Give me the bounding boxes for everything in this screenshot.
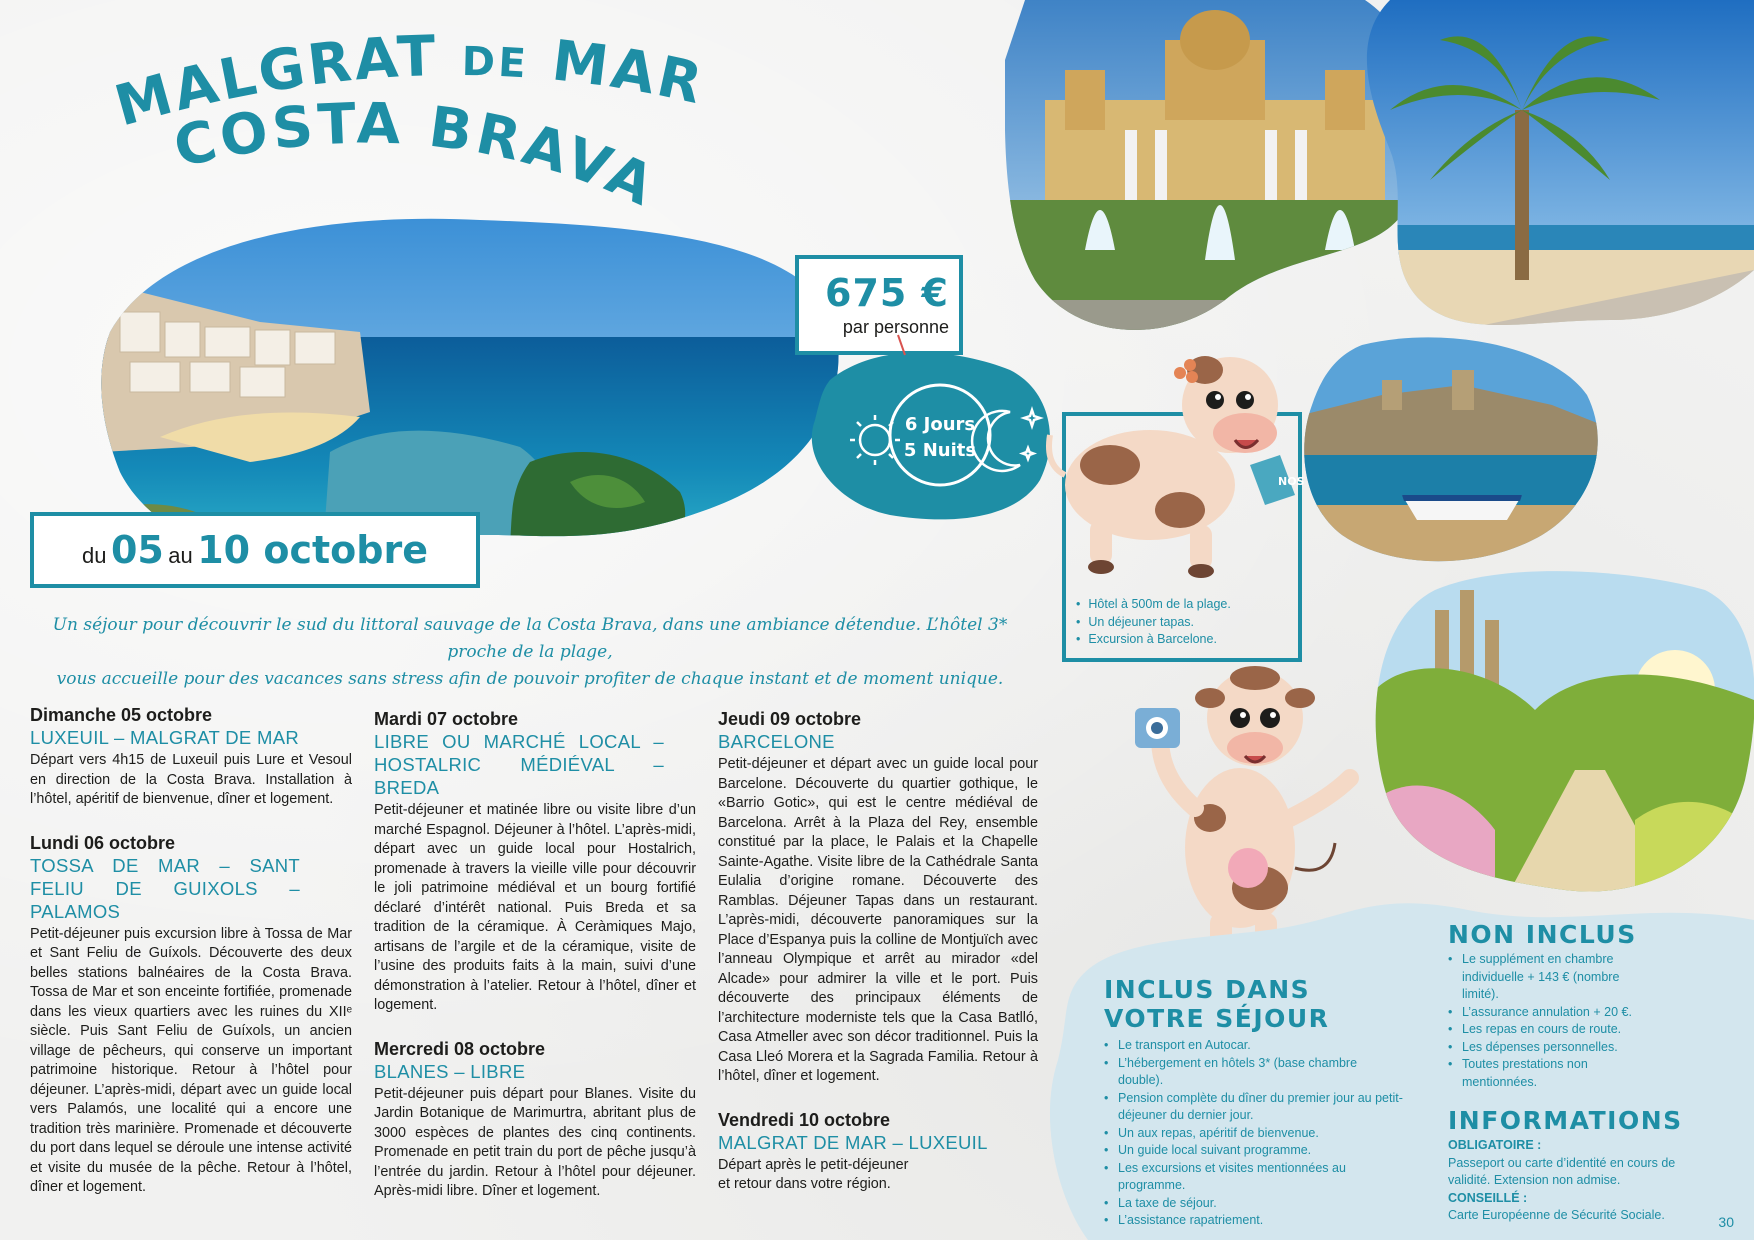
page-title (90, 20, 810, 230)
day-text: Petit-déjeuner et matinée libre ou visite libre d’un marché Espagnol. Déjeuner à l’hôtel. L’après-midi, départ avec un guide local pour Hostalrich, promenade à travers la vieille ville pour découvrir le joli patrimoine médiéval et un bourg fortifié déclaré d’intérêt national. Puis Breda et sa tradition de la céramique. À Ceràmiques Majo, artisans de l’argile et de la céramique, visite de l’usine des produits faits à la main, suivi d’une démonstration à l’atelier. Retour à l’hôtel, dîner et logement. (374, 802, 696, 1013)
inclus-section (1104, 975, 1424, 1230)
inclus-item: • Pension complète du dîner du premier jour au petit-déjeuner du dernier jour. (1104, 1090, 1404, 1125)
day-title: Mardi 07 octobre (374, 709, 519, 729)
non-inclus-item: • L’assurance annulation + 20 €. (1448, 1004, 1658, 1022)
day-title: Vendredi 10 octobre (718, 1109, 891, 1130)
day-title: Jeudi 09 octobre (718, 709, 862, 729)
duration-badge (810, 340, 1060, 530)
obligatoire-label: OBLIGATOIRE : (1448, 1138, 1542, 1152)
date-start: 05 (110, 528, 164, 572)
day-route: TOSSA DE MAR – SANT FELIU DE GUIXOLS – PALAMOS (30, 854, 300, 922)
inclus-item: • Un guide local suivant programme. (1104, 1142, 1404, 1160)
inclus-item: • Les excursions et visites mentionnées au programme. (1104, 1160, 1404, 1195)
day-route: LIBRE OU MARCHÉ LOCAL – HOSTALRIC MÉDIÉVAL – BREDA (374, 731, 664, 798)
intro-line-2: vous accueille pour des vacances sans stress afin de pouvoir profiter de chaque instant et de moment unique. (56, 669, 1004, 689)
non-inclus-list (1448, 951, 1658, 1091)
sagrada-familia-park-photo (1375, 570, 1754, 900)
non-inclus-section (1448, 920, 1658, 1091)
highlights-list (1070, 596, 1231, 649)
highlight-item: • Excursion à Barcelone. (1076, 631, 1231, 649)
tossa-castle-photo (1302, 335, 1602, 565)
day-text: Départ vers 4h15 de Luxeuil puis Lure et Vesoul en direction de la Costa Brava. Installation à l’hôtel, apéritif de bienvenue, dîner et logement. (30, 752, 352, 807)
inclus-list (1104, 1037, 1404, 1230)
inclus-title-1: INCLUS DANS (1104, 975, 1311, 1004)
non-inclus-item: • Toutes prestations non mentionnées. (1448, 1056, 1658, 1091)
inclus-item: • Le transport en Autocar. (1104, 1037, 1404, 1055)
inclus-title-2: VOTRE SÉJOUR (1104, 1004, 1330, 1033)
program-column-3 (718, 708, 1038, 1217)
day-title: Dimanche 05 octobre (30, 705, 213, 725)
day-text: Petit-déjeuner puis départ pour Blanes. Visite du Jardin Botanique de Marimurtra, abritant plus de 3000 espèces de plantes des cinq continents. Promenade en petit train du port de pêche jusqu’à l’entrée du jardin. Retour à l’hôtel pour déjeuner. Après-midi libre. Dîner et logement. (374, 1085, 696, 1199)
day-title: Lundi 06 octobre (30, 832, 176, 853)
day-route: MALGRAT DE MAR – LUXEUIL (718, 1131, 988, 1153)
page-number: 30 (1718, 1214, 1734, 1230)
conseille-text: Carte Européenne de Sécurité Sociale. (1448, 1208, 1665, 1222)
non-inclus-item: • Le supplément en chambre individuelle + 143 € (nombre limité). (1448, 951, 1658, 1004)
inclus-item: • Un aux repas, apéritif de bienvenue. (1104, 1125, 1404, 1143)
title-mar: MAR (548, 28, 711, 118)
day-route: LUXEUIL – MALGRAT DE MAR (30, 727, 300, 748)
inclus-item: • La taxe de séjour. (1104, 1195, 1404, 1213)
day-text: Départ après le petit-déjeuner et retour dans votre région. (718, 1156, 909, 1192)
title-de: DE (461, 38, 530, 88)
day-route: BARCELONE (718, 731, 835, 752)
price-amount: 675 € (825, 271, 949, 315)
informations-title: INFORMATIONS (1448, 1106, 1683, 1135)
intro-text (25, 612, 1035, 693)
date-du: du (82, 543, 107, 568)
day-text: Petit-déjeuner puis excursion libre à Tossa de Mar et Sant Feliu de Guíxols. Découverte des deux belles stations balnéaires de la Costa Brava. Tossa de Mar et son enceinte fortifiée, promenade dans les vieux quartiers avec les ruines du XIIᵉ siècle. Puis Sant Feliu de Guíxols, un ancien village de pêcheurs, qui conserve un important patrimoine historique. Retour à l’hôtel pour déjeuner. L’après-midi, départ avec un guide local vers Palamós, une localité qui a encore une tradition très marinière. Promenade et découverte du port dans lequel se déroule une intense activité et visite du musée de la pêche. Retour à l’hôtel, dîner et logement. (30, 925, 352, 1195)
day-text: Petit-déjeuner et départ avec un guide local pour Barcelone. Découverte du quartier gothique, le «Barrio Gotic», qui est le centre médiéval de Barcelona. Arrêt à la Plaza del Rey, ensemble constitué par la place, le Palais et la Chapelle Sainte-Agathe. Visite libre de la Cathédrale Santa Eulalia d’origine romane. Découverte des Ramblas. Déjeuner Tapas dans un restaurant. L’après-midi, découverte panoramiques sur la Place d’Espanya puis la colline de Montjuïch avec l’anneau Olympique et arrêt au mirador «del Alcade» pour admirer la ville et le port. Puis découverte des principaux éléments de l’architecture moderniste tels que la Casa Batlló, Casa Atmeller avec son décor traditionnel. Puis la Casa Lleó Morera et la Sagrada Familia. Retour à l’hôtel, dîner et logement. (718, 756, 1038, 1084)
non-inclus-item: • Les dépenses personnelles. (1448, 1039, 1658, 1057)
date-au: au (168, 543, 193, 568)
inclus-item: • L’hébergement en hôtels 3* (base chambre double). (1104, 1055, 1404, 1090)
highlight-item: • Hôtel à 500m de la plage. (1076, 596, 1231, 614)
date-range-box (30, 512, 480, 588)
highlight-item: • Un déjeuner tapas. (1076, 614, 1231, 632)
obligatoire-text: Passeport ou carte d’identité en cours de validité. Extension non admise. (1448, 1155, 1676, 1187)
day-route: BLANES – LIBRE (374, 1060, 526, 1082)
program-column-1 (30, 704, 352, 1220)
day-title: Mercredi 08 octobre (374, 1038, 546, 1059)
duration-nights: 5 Nuits (903, 440, 977, 461)
cow-traveler-illustration (1030, 345, 1305, 590)
informations-section (1448, 1106, 1683, 1225)
svg-text:COSTA BRAVA (168, 91, 666, 220)
palm-promenade-photo (1350, 0, 1754, 340)
cow-bag-tag: NOS (1278, 475, 1305, 488)
conseille-label: CONSEILLÉ : (1448, 1190, 1528, 1205)
inclus-item: • L’assistance rapatriement. (1104, 1212, 1404, 1230)
duration-days: 6 Jours (904, 414, 976, 435)
intro-line-1: Un séjour pour découvrir le sud du littoral sauvage de la Costa Brava, dans une ambiance détendue. L’hôtel 3* proche de la plage, (52, 615, 1008, 662)
non-inclus-title: NON INCLUS (1448, 920, 1637, 949)
title-malgrat: MALGRAT (108, 24, 440, 140)
non-inclus-item: • Les repas en cours de route. (1448, 1021, 1658, 1039)
program-column-2 (374, 708, 696, 1224)
date-end: 10 octobre (197, 528, 428, 572)
price-per-person: par personne (842, 317, 949, 337)
title-costa-brava: COSTA BRAVA (168, 91, 667, 221)
